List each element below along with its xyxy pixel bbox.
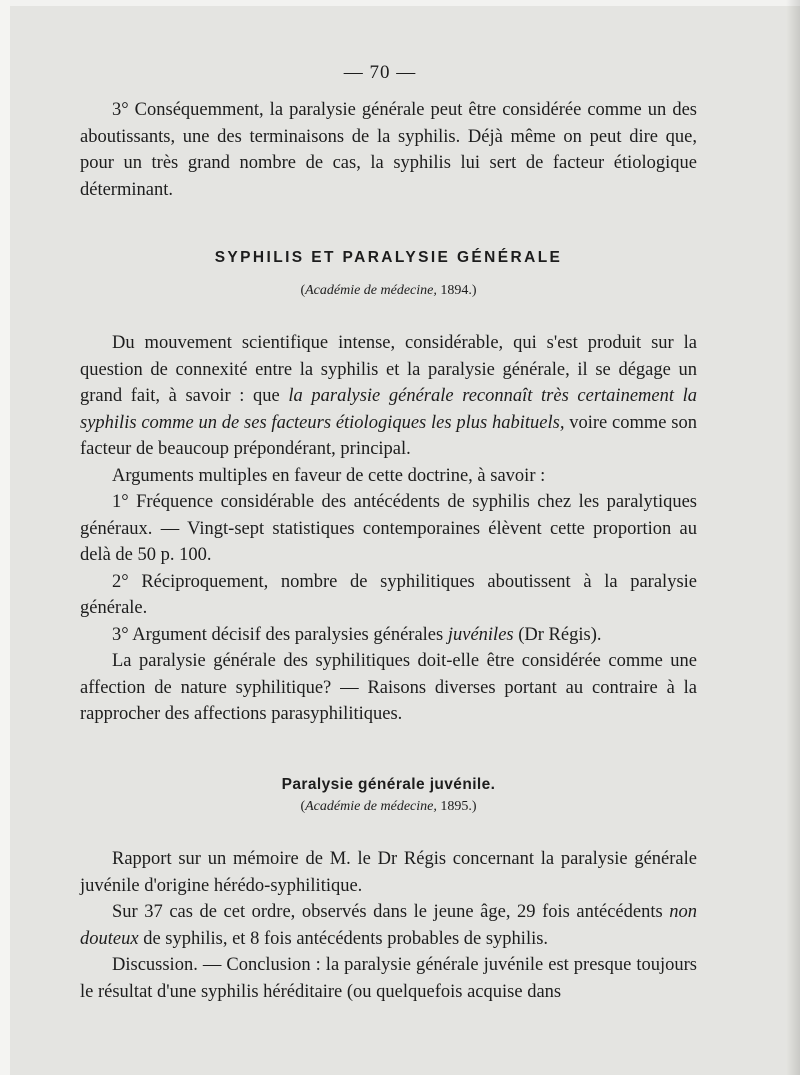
- source-publication: Académie de médecine,: [305, 283, 437, 298]
- source-open-paren: (: [300, 799, 306, 814]
- section-title: SYPHILIS ET PARALYSIE GÉNÉRALE: [214, 249, 563, 266]
- section-title: Paralysie générale juvénile.: [281, 776, 496, 793]
- paragraph-arguments: Arguments multiples en faveur de cette doctrine, à savoir :: [112, 465, 546, 486]
- section-juvenile-header: [80, 776, 697, 794]
- paragraph-text: Du mouvement scientifique intense, considérable, qui s'est produit sur la question de connexité entre la syphilis et la paralysie générale, il se dégage un grand fait, à savoir : que: [80, 333, 697, 406]
- section-source: [80, 799, 697, 815]
- section-juvenile-body: [80, 846, 697, 1005]
- paragraph-text: 3° Argument décisif des paralysies générales: [112, 624, 448, 645]
- section-source: [80, 283, 697, 299]
- section-syphilis-header: [80, 249, 697, 267]
- paragraph-text: Sur 37 cas de cet ordre, observés dans le jeune âge, 29 fois antécédents: [112, 902, 670, 922]
- opening-block: [80, 97, 697, 203]
- paragraph-argument-3: [80, 622, 697, 649]
- paragraph-argument-1: 1° Fréquence considérable des antécédents de syphilis chez les paralytiques généraux. — Vingt-sept statistiques contemporaines élèvent cette proportion au delà de 50 p. 100.: [80, 492, 697, 565]
- paragraph-emphasis: non douteux: [80, 902, 697, 949]
- source-year: 1895.): [436, 799, 477, 814]
- paragraph-cases: [80, 899, 697, 952]
- source-year: 1894.): [436, 283, 477, 298]
- paragraph-emphasis: juvéniles: [447, 624, 514, 645]
- paragraph-consequences: 3° Conséquemment, la paralysie générale peut être considérée comme un des aboutissants, une des terminaisons de la syphilis. Déjà même on peut dire que, pour un très grand nombre de cas, la syphilis lui sert de facteur étiologique déterminant.: [80, 100, 697, 200]
- paragraph-argument-2: 2° Réciproquement, nombre de syphilitiques aboutissent à la paralysie générale.: [80, 571, 697, 618]
- scan-left-edge: [0, 0, 10, 1075]
- paragraph-text: de syphilis, et 8 fois antécédents probables de syphilis.: [138, 928, 549, 949]
- paragraph-text: voire comme son facteur de beaucoup prépondérant, principal.: [80, 412, 697, 459]
- section-syphilis-source: [80, 283, 697, 299]
- paragraph-discussion: Discussion. — Conclusion : la paralysie générale juvénile est presque toujours le résultat d'une syphilis héréditaire (ou quelquefois acquise dans: [80, 955, 697, 1002]
- paragraph-question: La paralysie générale des syphilitiques doit-elle être considérée comme une affection de nature syphilitique? — Raisons diverses portant au contraire à la rapprocher des affections parasyphilitiques.: [80, 651, 697, 724]
- paragraph-emphasis: la paralysie générale reconnaît très certainement la syphilis comme un de ses facteurs étiologiques les plus habituels,: [80, 386, 697, 433]
- page-number: — 70 —: [343, 62, 417, 83]
- scan-binding-shadow: [786, 0, 800, 1075]
- paragraph-text: (Dr Régis).: [513, 624, 602, 645]
- section-juvenile-source: [80, 799, 697, 815]
- scan-top-edge: [0, 0, 800, 6]
- source-publication: Académie de médecine,: [305, 799, 437, 814]
- source-open-paren: (: [300, 283, 306, 298]
- paragraph-report: Rapport sur un mémoire de M. le Dr Régis concernant la paralysie générale juvénile d'origine hérédo-syphilitique.: [80, 849, 697, 896]
- paragraph-scientific-movement: [80, 330, 697, 463]
- section-syphilis-body: [80, 330, 697, 728]
